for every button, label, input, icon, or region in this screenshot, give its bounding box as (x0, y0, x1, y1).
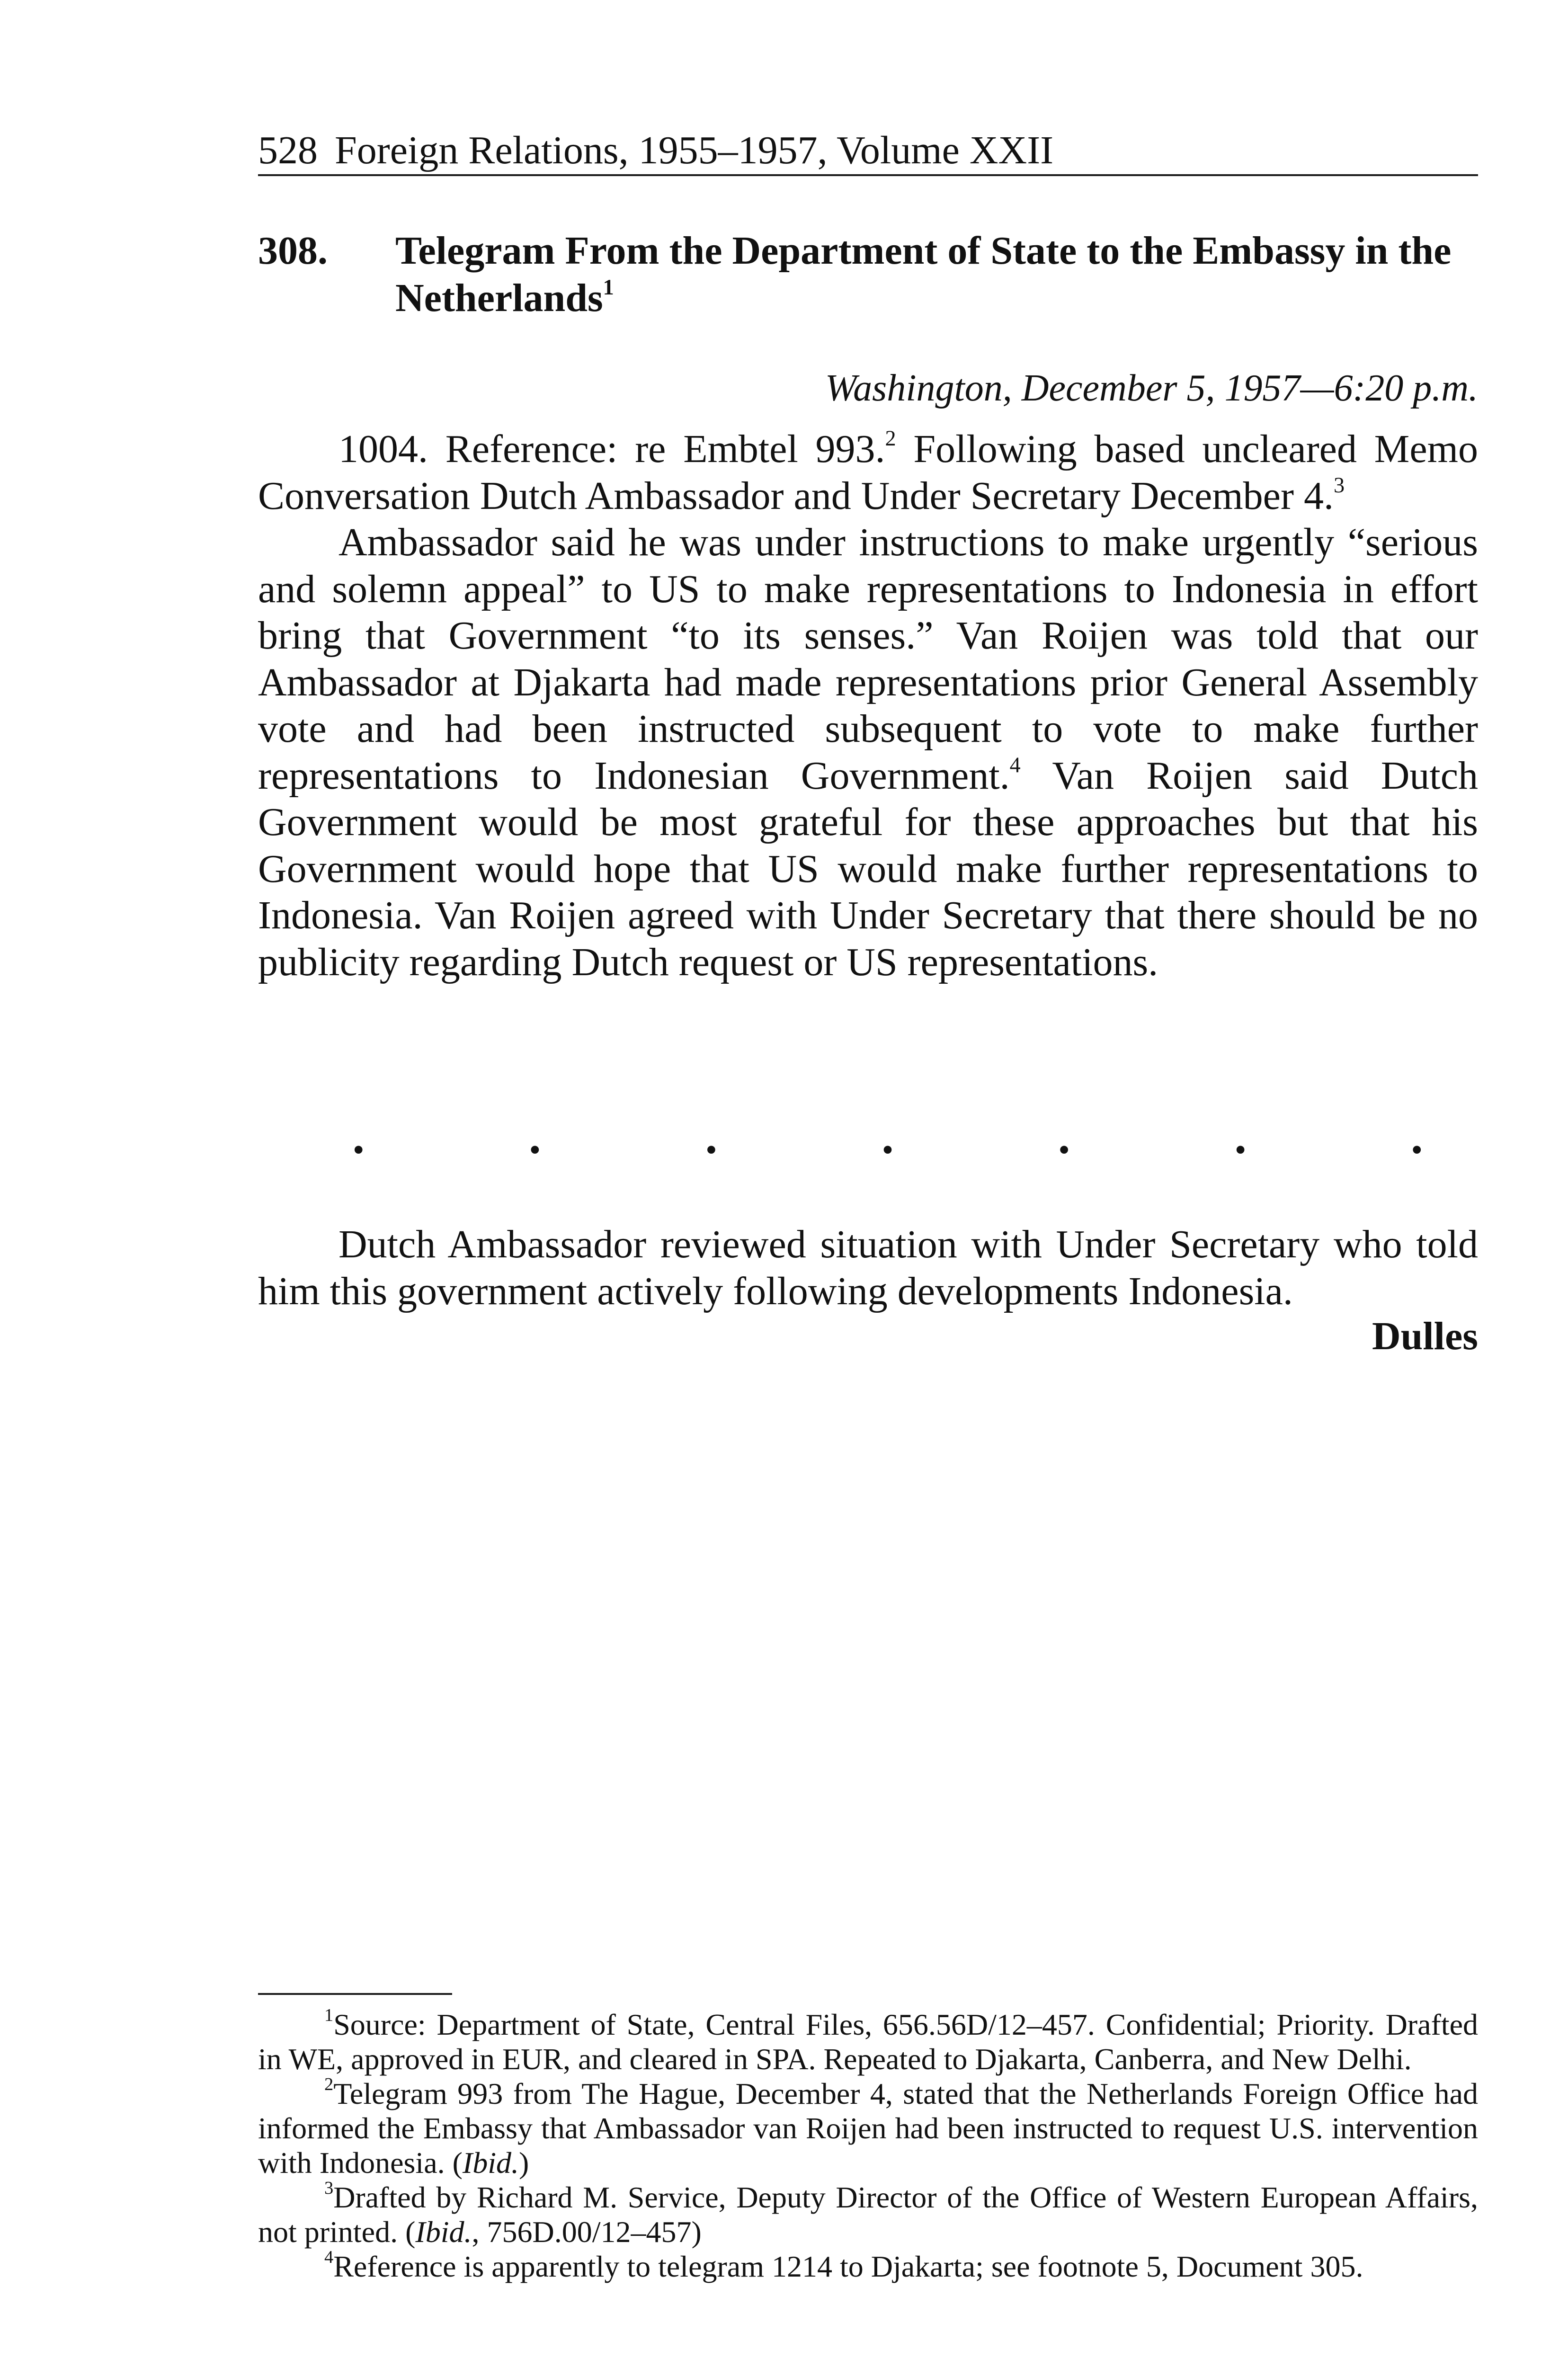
omission-dot: • (1058, 1132, 1070, 1168)
omission-dot: • (705, 1132, 717, 1168)
footnote-mark: 4 (324, 2247, 334, 2268)
document-title-text: Telegram From the Department of State to the Embassy in the Netherlands (395, 229, 1452, 320)
closing-section (258, 1221, 1478, 1315)
footnote-mark: 1 (324, 2005, 334, 2026)
citation-open: ( (445, 2146, 463, 2180)
omission-dot: • (353, 1132, 365, 1168)
omission-dot: • (1411, 1132, 1423, 1168)
footnote-ref-3: 3 (1333, 472, 1345, 497)
footnote-text: Telegram 993 from The Hague, December 4, stated that the Netherlands Foreign Office had informed the Embassy that Ambassador van Roijen had been instructed to request U.S. intervention with Indonesia. (258, 2077, 1478, 2180)
footnote-1 (258, 2007, 1478, 2076)
footnote-mark: 3 (324, 2178, 334, 2198)
footnote-mark: 2 (324, 2074, 334, 2095)
document-title (395, 227, 1478, 322)
paragraph-1 (258, 426, 1478, 519)
telegram-body (258, 426, 1478, 986)
paragraph-2-text-a: Ambassador said he was under instructions to make urgently “serious and solemn appeal” to US to make representations to Indonesia in effort bring that Government “to its senses.” Van Roijen was told that our Ambassador at Djakarta had made representations prior General Assembly vote and had been instructed subsequent to vote to make further representations to Indonesian Government. (258, 520, 1478, 798)
omission-dot: • (529, 1132, 541, 1168)
footnote-ref-1: 1 (603, 275, 614, 300)
footnote-ref-2: 2 (885, 426, 896, 451)
page-number: 528 (258, 128, 318, 172)
footnote-text: Drafted by Richard M. Service, Deputy Director of the Office of Western European Affairs, not printed. (258, 2180, 1478, 2249)
footnote-4 (258, 2249, 1478, 2284)
citation-close: ) (519, 2146, 529, 2180)
running-head (258, 127, 1478, 174)
citation-close: , 756D.00/12–457) (472, 2215, 702, 2249)
paragraph-2 (258, 519, 1478, 986)
citation-ibid: Ibid. (415, 2215, 472, 2249)
paragraph-1-text-b: Following based uncleared Memo Conversation Dutch Ambassador and Under Secretary December 4. (258, 427, 1478, 518)
footnote-2 (258, 2076, 1478, 2180)
paragraph-1-text-a: 1004. Reference: re Embtel 993. (339, 427, 885, 471)
footnote-ref-4: 4 (1009, 752, 1021, 777)
header-rule (258, 174, 1478, 176)
omission-dot: • (1234, 1132, 1247, 1168)
paragraph-2-text-b: Van Roijen said Dutch Government would be most grateful for these approaches but that his Government would hope that US would make further representations to Indonesia. Van Roijen agreed with Under Secretary that there should be no publicity regarding Dutch request or US representations. (258, 753, 1478, 984)
dateline: Washington, December 5, 1957—6:20 p.m. (825, 367, 1478, 409)
book-page (258, 0, 1478, 2367)
closing-paragraph: Dutch Ambassador reviewed situation with Under Secretary who told him this government actively following developments Indonesia. (258, 1222, 1478, 1313)
citation-ibid: Ibid. (462, 2146, 519, 2180)
omission-marks (353, 1127, 1423, 1174)
citation-open: ( (398, 2215, 416, 2249)
omission-dot: • (882, 1132, 894, 1168)
footnotes (258, 2007, 1478, 2284)
footnote-rule (258, 1993, 452, 1995)
footnote-text: Source: Department of State, Central Files, 656.56D/12–457. Confidential; Priority. Drafted in WE, approved in EUR, and cleared in SPA. Repeated to Djakarta, Canberra, and New Delhi. (258, 2008, 1478, 2076)
volume-title: Foreign Relations, 1955–1957, Volume XXII (335, 128, 1054, 172)
document-number: 308. (258, 229, 328, 273)
footnote-3 (258, 2180, 1478, 2249)
footnote-text: Reference is apparently to telegram 1214 to Djakarta; see footnote 5, Document 305. (333, 2250, 1363, 2283)
signature: Dulles (1372, 1314, 1478, 1358)
